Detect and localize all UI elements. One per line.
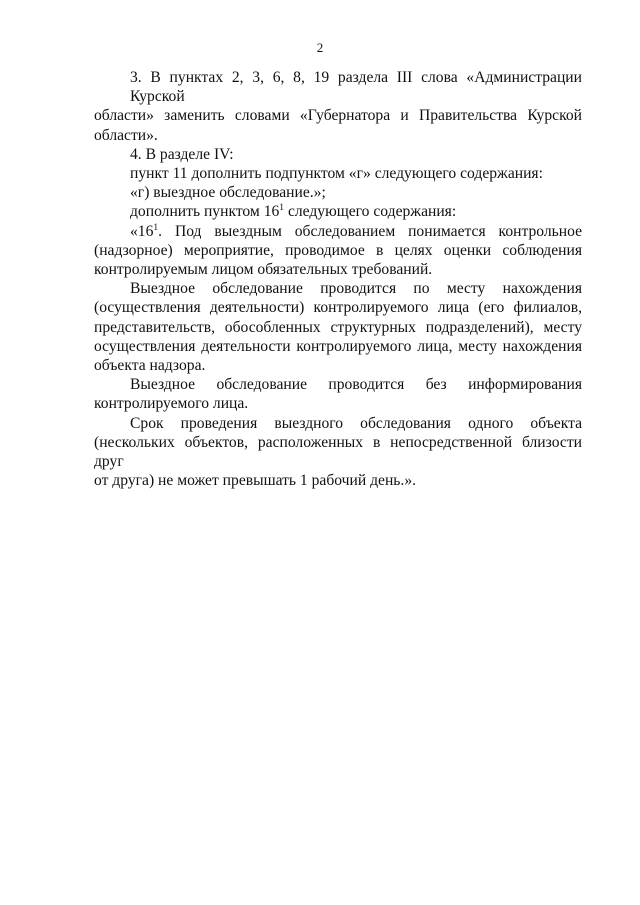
paragraph-3-line-1: 3. В пунктах 2, 3, 6, 8, 19 раздела III слова «Администрации Курской: [130, 69, 582, 106]
paragraph-term-line-1: Срок проведения выездного обследования одного объекта: [130, 414, 582, 432]
paragraph-no-info: [94, 375, 582, 413]
paragraph-4-line-3-tail: следующего содержания:: [284, 203, 457, 221]
paragraph-place-line-4: осуществления деятельности контролируемого лица, месту нахождения: [94, 337, 582, 355]
page-number: 2: [316, 40, 324, 55]
paragraph-term: [94, 414, 582, 491]
paragraph-place: [94, 279, 582, 375]
superscript: 1: [153, 222, 159, 233]
paragraph-16-1-lead: «16: [130, 222, 154, 240]
paragraph-3: [94, 68, 582, 145]
paragraph-4-line-1: пункт 11 дополнить подпунктом «г» следующего содержания:: [130, 165, 543, 183]
paragraph-4-heading: 4. В разделе IV:: [130, 145, 234, 163]
paragraph-no-info-line-2: контролируемого лица.: [94, 395, 249, 413]
document-body: [94, 68, 582, 490]
paragraph-no-info-line-1: Выездное обследование проводится без информирования: [130, 376, 582, 394]
paragraph-16-1: [94, 222, 582, 280]
paragraph-4-line-3: [94, 202, 582, 221]
paragraph-term-line-3: от друга) не может превышать 1 рабочий день.».: [94, 472, 417, 490]
paragraph-4-line-2: «г) выездное обследование.»;: [130, 184, 326, 202]
paragraph-16-1-line-3: контролируемым лицом обязательных требований.: [94, 261, 433, 279]
paragraph-3-line-2: области» заменить словами «Губернатора и Правительства Курской: [94, 107, 582, 125]
paragraph-4-line-3-text: дополнить пунктом 16: [130, 203, 280, 221]
paragraph-place-line-2: (осуществления деятельности) контролируемого лица (его филиалов,: [94, 299, 582, 317]
paragraph-place-line-5: объекта надзора.: [94, 357, 206, 375]
paragraph-place-line-1: Выездное обследование проводится по месту нахождения: [130, 280, 582, 298]
paragraph-16-1-rest: . Под выездным обследованием понимается контрольное: [158, 222, 582, 240]
paragraph-4: [94, 145, 582, 222]
superscript: 1: [279, 203, 285, 214]
paragraph-place-line-3: представительств, обособленных структурных подразделений), месту: [94, 318, 582, 336]
paragraph-3-line-3: области».: [94, 126, 158, 144]
paragraph-16-1-line-2: (надзорное) мероприятие, проводимое в целях оценки соблюдения: [94, 241, 582, 259]
paragraph-16-1-line-1: [94, 222, 582, 241]
paragraph-term-line-2: (нескольких объектов, расположенных в непосредственной близости друг: [94, 433, 582, 471]
